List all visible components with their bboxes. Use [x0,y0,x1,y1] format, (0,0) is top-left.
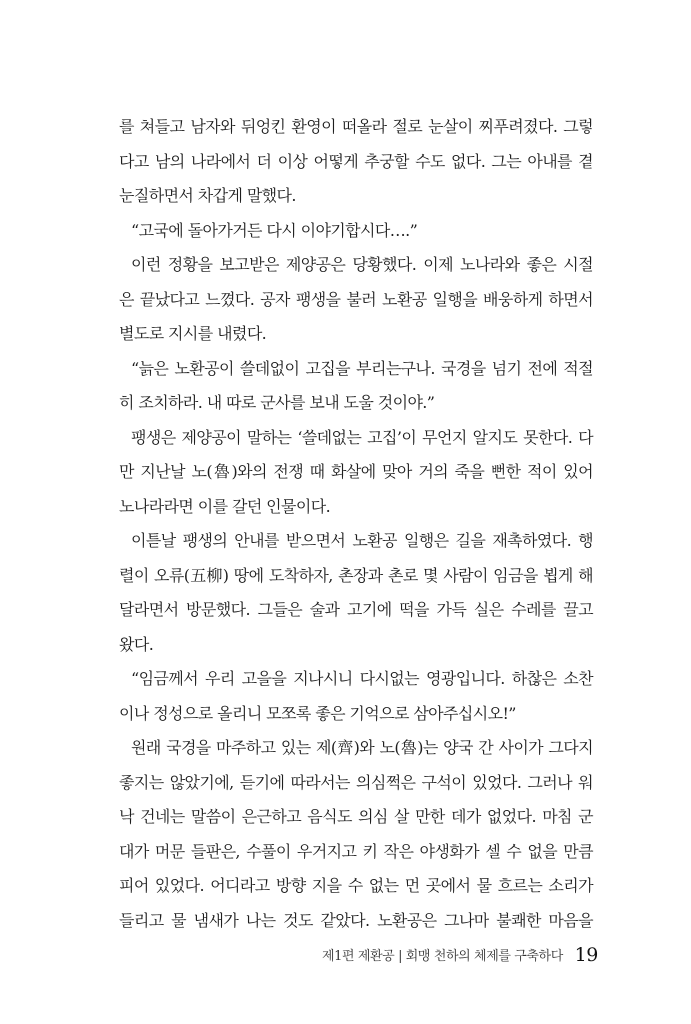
running-title: 제1편 제환공 | 회맹 천하의 체제를 구축하다 [321,949,563,964]
text-line: 별도로 지시를 내렸다. [119,324,267,343]
text-line: 노나라라면 이를 갈던 인물이다. [119,496,331,516]
text-line: 이나 정성으로 올리니 모쪼록 좋은 기억으로 삼아주십시오!” [119,703,516,723]
body-text [119,110,593,938]
text-line: 팽생은 제양공이 말하는 ‘쓸데없는 고집’이 무언지 알지도 못한다. 다 [131,427,593,447]
text-line: 좋지는 않았기에, 듣기에 따라서는 의심쩍은 구석이 있었다. 그러나 워 [119,772,593,792]
text-line: 왔다. [119,634,154,654]
text-line: 원래 국경을 마주하고 있는 제(齊)와 노(魯)는 양국 간 사이가 그다지 [131,738,593,757]
text-line: “늙은 노환공이 쓸데없이 고집을 부리는구나. 국경을 넘기 전에 적절 [131,358,593,378]
text-line: “고국에 돌아가거든 다시 이야기합시다….” [131,220,418,240]
text-line: 이튿날 팽생의 안내를 받으면서 노환공 일행은 길을 재촉하였다. 행 [131,531,593,550]
text-line: 눈질하면서 차갑게 말했다. [119,186,296,205]
text-line: 들리고 물 냄새가 나는 것도 같았다. 노환공은 그나마 불쾌한 마음을 [119,910,593,930]
page-footer [322,944,598,966]
text-line: 이런 정황을 보고받은 제양공은 당황했다. 이제 노나라와 좋은 시절 [131,255,593,274]
text-line: 만 지난날 노(魯)와의 전쟁 때 화살에 맞아 거의 죽을 뻔한 적이 있어 [119,462,593,481]
text-line: 히 조치하라. 내 따로 군사를 보내 도울 것이야.” [119,393,435,412]
text-line: 피어 있었다. 어디라고 방향 지을 수 없는 먼 곳에서 물 흐르는 소리가 [119,876,593,895]
text-line: 대가 머문 들판은, 수풀이 우거지고 키 작은 야생화가 셀 수 없을 만큼 [119,841,593,861]
text-line: 달라면서 방문했다. 그들은 술과 고기에 떡을 가득 실은 수레를 끌고 [119,600,593,619]
text-line: “임금께서 우리 고을을 지나시니 다시없는 영광입니다. 하찮은 소찬 [131,669,593,688]
text-line: 렬이 오류(五柳) 땅에 도착하자, 촌장과 촌로 몇 사람이 임금을 뵙게 해 [119,565,593,585]
text-line: 낙 건네는 말씀이 은근하고 음식도 의심 살 만한 데가 없었다. 마침 군 [119,807,593,826]
text-line: 은 끝났다고 느꼈다. 공자 팽생을 불러 노환공 일행을 배웅하게 하면서 [119,289,593,309]
page-number: 19 [574,944,598,966]
text-line: 다고 남의 나라에서 더 이상 어떻게 추궁할 수도 없다. 그는 아내를 곁 [119,151,593,171]
text-line: 를 쳐들고 남자와 뒤엉킨 환영이 떠올라 절로 눈살이 찌푸려졌다. 그렇 [119,117,593,136]
